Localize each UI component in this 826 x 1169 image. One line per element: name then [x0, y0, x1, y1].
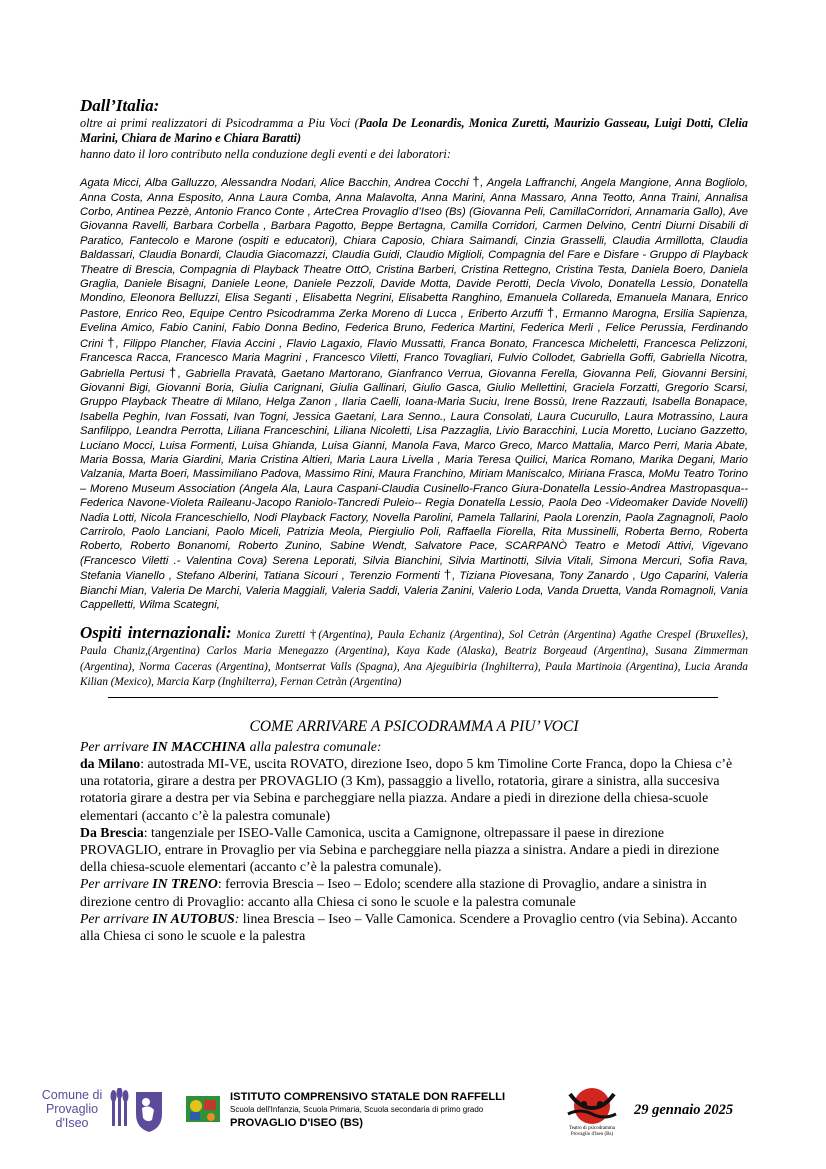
international-guests: Ospiti internazionali: Monica Zuretti †(Argentina), Paula Echaniz (Argentina), Sol Cetràn (Argentina) Agathe Crespel (Bruxelles), Paula Chaniz,(Argentina) Carlos Maria Menegazzo (Argentina), Kaya Kade (Alaska), Beatriz Borgeaud (Argentina), Susana Zimmerman (Argentina), Norma Caceras (Argentina), Montserrat Valls (Spagna), Ana Ajeguibiria (Inghilterra), Paula Martinoia (Argentina), Lucia Aranda Kilian (Mexico), Marcia Karp (Inghilterra), Fernan Cetràn (Argentina)	[80, 623, 748, 689]
footer	[0, 1082, 826, 1152]
train-directions: Per arrivare IN TRENO: ferrovia Brescia – Iseo – Edolo; scendere alla stazione di Provaglio, andare a sinistra in direzione centro di Provaglio: accanto alla Chiesa ci sono le scuole e la palestra comunale	[80, 876, 707, 909]
brescia-directions: Da Brescia: tangenziale per ISEO-Valle Camonica, uscita a Camignone, oltrepassare il paese in direzione PROVAGLIO, entrare in Provaglio per via Sebina e parcheggiare nella piazza a sinistra. Andare a piedi in direzione della chiesa-scuole elementari (accanto c’è la palestra comunale).	[80, 824, 720, 875]
document-date: 29 gennaio 2025	[634, 1102, 734, 1118]
italia-intro: oltre ai primi realizzatori di Psicodramma a Piu Voci (Paola De Leonardis, Monica Zuretti, Maurizio Gasseau, Luigi Dotti, Clelia Marini, Chiara de Marino e Chiara Baratti) hanno dato il loro contributo nella conduzione degli eventi e dei laboratori:	[80, 116, 748, 161]
teatro-caption: Teatro di psicodramma Provaglio d'Iseo (Bs)	[568, 1126, 616, 1137]
cross-icon: †	[472, 174, 481, 190]
bus-directions: Per arrivare IN AUTOBUS: linea Brescia – Iseo – Valle Camonica. Scendere a Provaglio centro (via Sebina). Accanto alla Chiesa ci sono le scuole e la palestra	[80, 910, 738, 944]
contributors-list: Agata Micci, Alba Galluzzo, Alessandra Nodari, Alice Bacchin, Andrea Cocchi †, Angela Laffranchi, Angela Mangione, Anna Bogliolo, Anna Costa, Anna Esposito, Anna Laura Comba, Anna Malavolta, Anna Marini, Anna Massaro, Anna Teotto, Anna Traini, Annalisa Corbo, Antinea Pezzè, Antonio Franco Conte , ArteCrea Provaglio d’Iseo (Bs) (Giovanna Peli, CamillaCorridori, Annamaria Gallo), Ave Giovanna Ravelli, Barbara Corbella , Barbara Pagotto, Beppe Bertagna, Camilla Corridori, Carmen Delvino, Centri Diurni Disabili di Paratico, Fantecolo e Marone (ospiti e educatori), Chiara Caposio, Chiara Saimandi, Cinzia Grasselli, Claudia Armillotta, Claudia Baldassari, Claudia Bonardi, Claudia Giacomazzi, Claudia Guidi, Claudio Miglioli, Compagnia del Fare e Disfare - Gruppo di Playback Theatre di Brescia, Compagnia di Playback Theatre OttO, Cristina Barberi, Cristina Rettegno, Cristina Testa, Daniela Boero, Daniela Graglia, Daniele Bisagni, Daniele Leone, Daniele Pezzoli, Davide Motta, Davide Perotti, Decla Vivolo, Donatella Lessio, Donatella Mondino, Eleonora Belluzzi, Elisa Seganti , Elisabetta Negrini, Elisabetta Ranghino, Emanuela Collareda, Emanuela Manara, Enrico Pastore, Enrico Reo, Equipe Centro Psicodramma Zerka Moreno di Lucca , Eriberto Arzuffi †, Ermanno Marogna, Ersilia Sapienza, Evelina Amico, Fabio Canini, Fabio Donna Bedino, Federica Bruno, Federica Martini, Federica Merli , Felice Perussia, Ferdinando Crini †, Filippo Plancher, Flavia Accini , Flavio Lagaxio, Flavio Mussatti, Franca Bonato, Francesca Micheletti, Francesca Pelizzoni, Francesca Racca, Francesco Maria Magrini , Francesco Viletti, Franco Tovagliari, Fulvio Collodet, Gabriella Goffi, Gabriella Nicotra, Gabriella Pertusi †, Gabriella Pravatà, Gaetano Martorano, Gianfranco Verrua, Giovanna Ferella, Giovanna Peli, Giovanni Bersini, Giovanni Bigi, Giovanni Boria, Giulia Carignani, Giulia Gallinari, Giulio Gasca, Giulio Mellettini, Graciela Forzatti, Gregorio Scarsi, Gruppo Playback Theatre di Milano, Helga Zanon , Ilaria Caelli, Ioana-Maria Suciu, Irene Bossù, Irene Razzauti, Isabella Bonapace, Isabella Peghin, Ivan Fossati, Ivan Togni, Jessica Gaetani, Lara Senno., Laura Consolati, Laura Cucurullo, Laura Motrassino, Laura Sanfilippo, Leandra Perrotta, Liliana Franceschini, Liliana Nicoletti, Lisa Pazzaglia, Livio Baracchini, Lucia Moretto, Luciano Gazzetto, Luciano Mocci, Luisa Formenti, Luisa Ghianda, Luisa Gianni, Manola Fava, Marco Greco, Marco Mattalia, Marco Perri, Maria Abate, Maria Bossa, Maria Giardini, Maria Cristina Altieri, Maria Laura Livella , Maria Teresa Quilici, Marica Romano, Marika Degani, Mario Valzania, Marta Boeri, Massimiliano Padova, Massimo Rini, Maura Franchino, Miriam Maniscalco, Miriana Frasca, MoMu Teatro Torino – Moreno Museum Association (Angela Ala, Laura Caspani-Claudia Cusinello-Franco Giura-Donatella Lessio-Andrea Mastropasqua--Federica Navone-Violeta Raileanu-Jacopo Raniolo-Tancredi Puleio-- Regia Donatella Lessio, Paola Deo -Videomaker Davide Novelli) Nadia Lotti, Nicola Franceschiello, Nodi Playback Factory, Novella Parolini, Pamela Tallarini, Paola Lorenzin, Paola Zagnagnoli, Paolo Carrirolo, Paolo Lanciani, Paolo Miceli, Patrizia Meola, Piergiulio Poli, Raffaella Fiorella, Rita Mussinelli, Roberta Berno, Roberta Roberto, Roberto Bonanomi, Roberto Zunino, Sabine Wendt, Salvatore Pace, SCARPANÒ Teatro e Metodi Attivi, Vigevano (Francesco Viletti .- Valentina Cova) Serena Leporati, Silvia Bianchini, Silvia Martinotti, Silvia Vitali, Simona Mercuri, Sofia Rava, Stefania Vianello , Stefano Alberini, Tatiana Sicouri , Terenzio Formenti †, Tiziana Piovesana, Tony Zanardo , Ugo Caparini, Valeria Bianchi Mian, Valeria De Marchi, Valeria Maggiali, Valeria Saddi, Valeria Zanini, Valerio Loda, Vanda Druetta, Vanda Romagnoli, Vania Cappelletti, Wilma Scategni,	[80, 174, 749, 611]
comune-crest-icon	[106, 1088, 168, 1132]
directions-body	[80, 738, 748, 944]
milano-directions: da Milano: autostrada MI-VE, uscita ROVATO, direzione Iseo, dopo 5 km Timoline Corte Franca, dopo la Chiesa c’è una rotatoria, girare a destra per PROVAGLIO (3 Km), passaggio a livello, rotatoria, girare a sinistra, alla succesiva rotatoria girare a destra per via Sebina e parcheggiare nella piazza. Andare a piedi in direzione della chiesa-scuole elementari (accanto c’è la palestra comunale)	[80, 755, 733, 823]
divider	[108, 697, 718, 698]
italia-heading: Dall’Italia:	[80, 96, 160, 115]
school-logo-icon	[184, 1090, 222, 1128]
cross-icon: †	[168, 364, 178, 380]
ospiti-heading: Ospiti internazionali:	[80, 623, 232, 643]
cross-icon: †	[546, 304, 556, 320]
comune-logo: Comune di Provaglio d'Iseo	[40, 1088, 170, 1132]
car-heading: Per arrivare IN MACCHINA alla palestra comunale:	[80, 738, 382, 754]
school-info: ISTITUTO COMPRENSIVO STATALE DON RAFFELLI Scuola dell'Infanzia, Scuola Primaria, Scuola secondaria di primo grado PROVAGLIO D'ISEO (BS)	[230, 1091, 506, 1129]
directions-title: COME ARRIVARE A PSICODRAMMA A PIU’ VOCI	[249, 717, 579, 735]
cross-icon: †	[107, 334, 116, 350]
document-page	[80, 96, 748, 944]
founders-names: Paola De Leonardis, Monica Zuretti, Maurizio Gasseau, Luigi Dotti, Clelia Marini, Chiara de Marino e Chiara Baratti)	[80, 116, 748, 146]
cross-icon: †	[309, 626, 319, 642]
cross-icon: †	[443, 567, 453, 583]
